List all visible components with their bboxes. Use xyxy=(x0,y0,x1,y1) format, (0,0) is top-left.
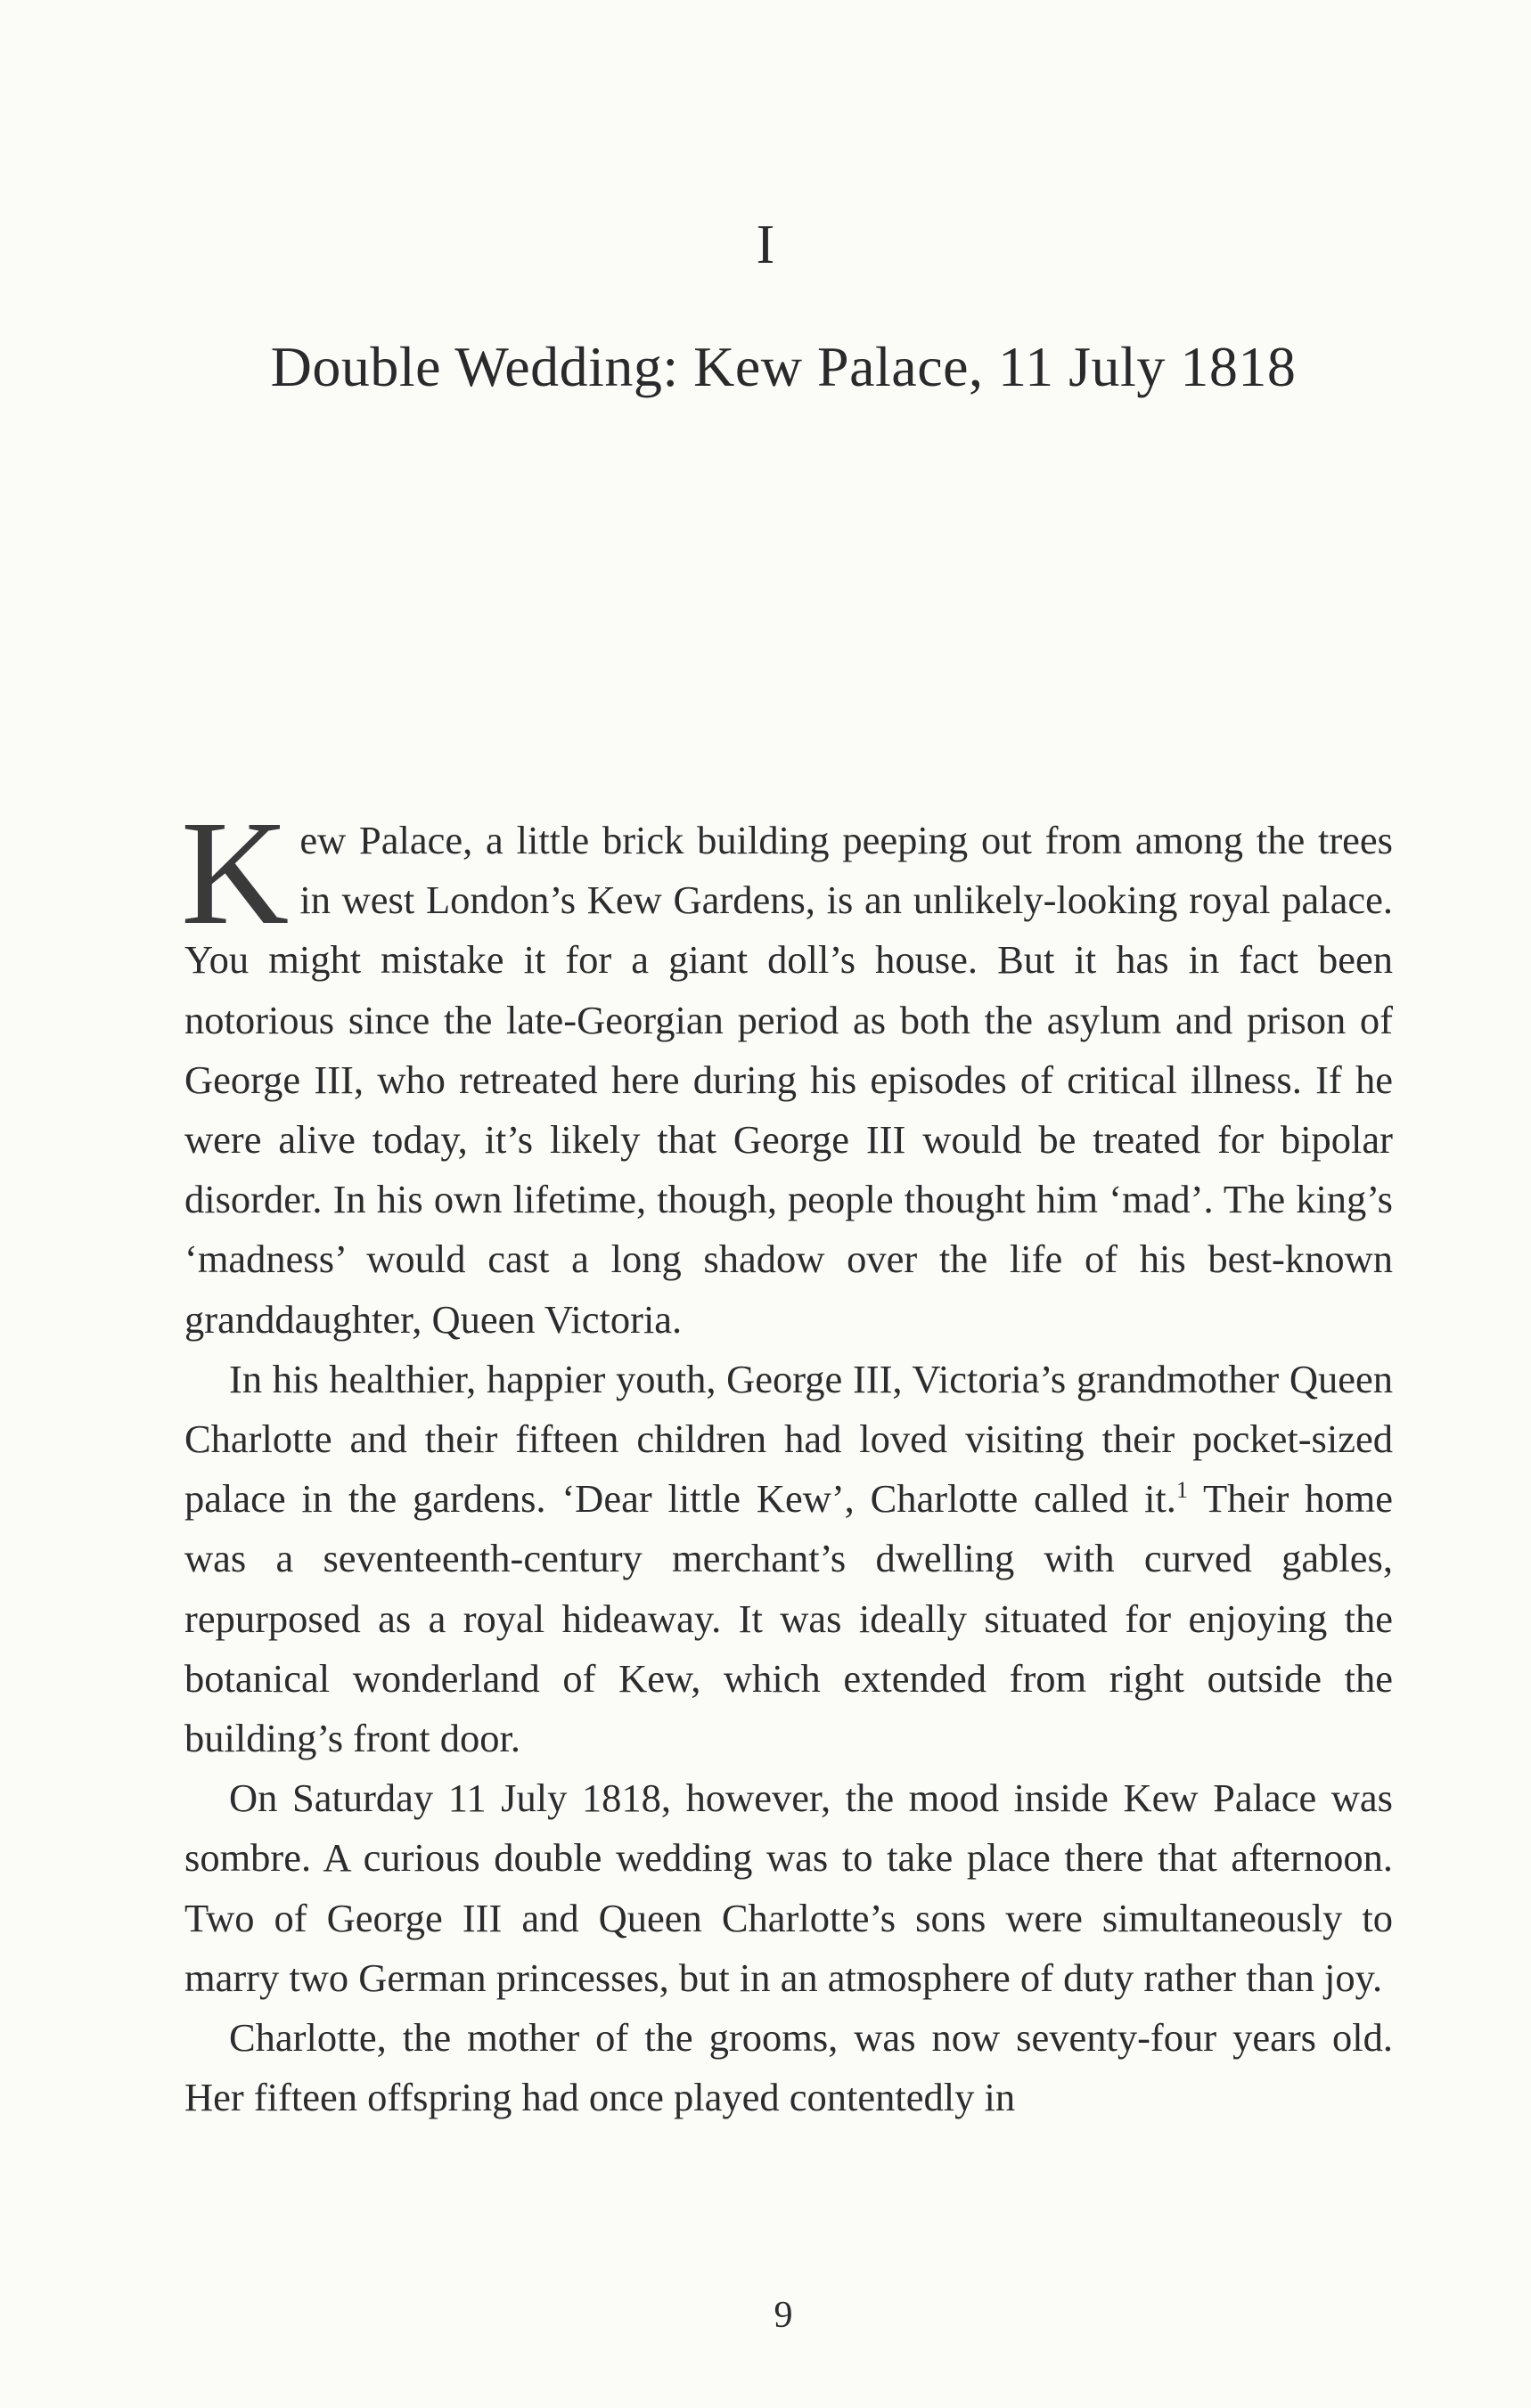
page-number: 9 xyxy=(774,2295,793,2336)
paragraph-4 xyxy=(184,2008,1393,2127)
paragraph-3 xyxy=(184,1768,1393,2008)
chapter-title: Double Wedding: Kew Palace, 11 July 1818 xyxy=(270,335,1297,398)
drop-cap: K xyxy=(181,790,290,956)
paragraph-3-text: On Saturday 11 July 1818, however, the mood inside Kew Palace was sombre. A curious double wedding was to take place there that afternoon. Two of George III and Queen Charlotte’s sons were simultaneously to marry two German princesses, but in an atmosphere of duty rather than joy. xyxy=(184,1775,1393,2000)
paragraph-2-text-a: In his healthier, happier youth, George III, Victoria’s grandmother Queen Charlotte and their fifteen children had loved visiting their pocket-sized palace in the gardens. ‘Dear little Kew’, Charlotte called it. xyxy=(184,1356,1393,1522)
paragraph-2 xyxy=(184,1350,1393,1768)
chapter-number: I xyxy=(756,215,775,275)
paragraph-4-text: Charlotte, the mother of the grooms, was now seventy-four years old. Her fifteen offspring had once played contentedly in xyxy=(184,2015,1393,2120)
paragraph-1-text: ew Palace, a little brick building peeping out from among the trees in west London’s Kew Gardens, is an unlikely-looking royal palace. You might mistake it for a giant doll’s house. But it has in fact been notorious since the late-Georgian period as both the asylum and prison of George III, who retreated here during his episodes of critical illness. If he were alive today, it’s likely that George III would be treated for bipolar disorder. In his own lifetime, though, people thought him ‘mad’. The king’s ‘madness’ would cast a long shadow over the life of his best-known granddaughter, Queen Victoria. xyxy=(184,818,1393,1342)
chapter-body xyxy=(181,790,1393,2127)
paragraph-1 xyxy=(181,790,1393,1350)
footnote-marker[interactable]: 1 xyxy=(1175,1477,1188,1504)
paragraph-2-text-b: Their home was a seventeenth-century merchant’s dwelling with curved gables, repurposed as a royal hideaway. It was ideally situated for enjoying the botanical wonderland of Kew, which extended from right outside the building’s front door. xyxy=(184,1476,1393,1761)
